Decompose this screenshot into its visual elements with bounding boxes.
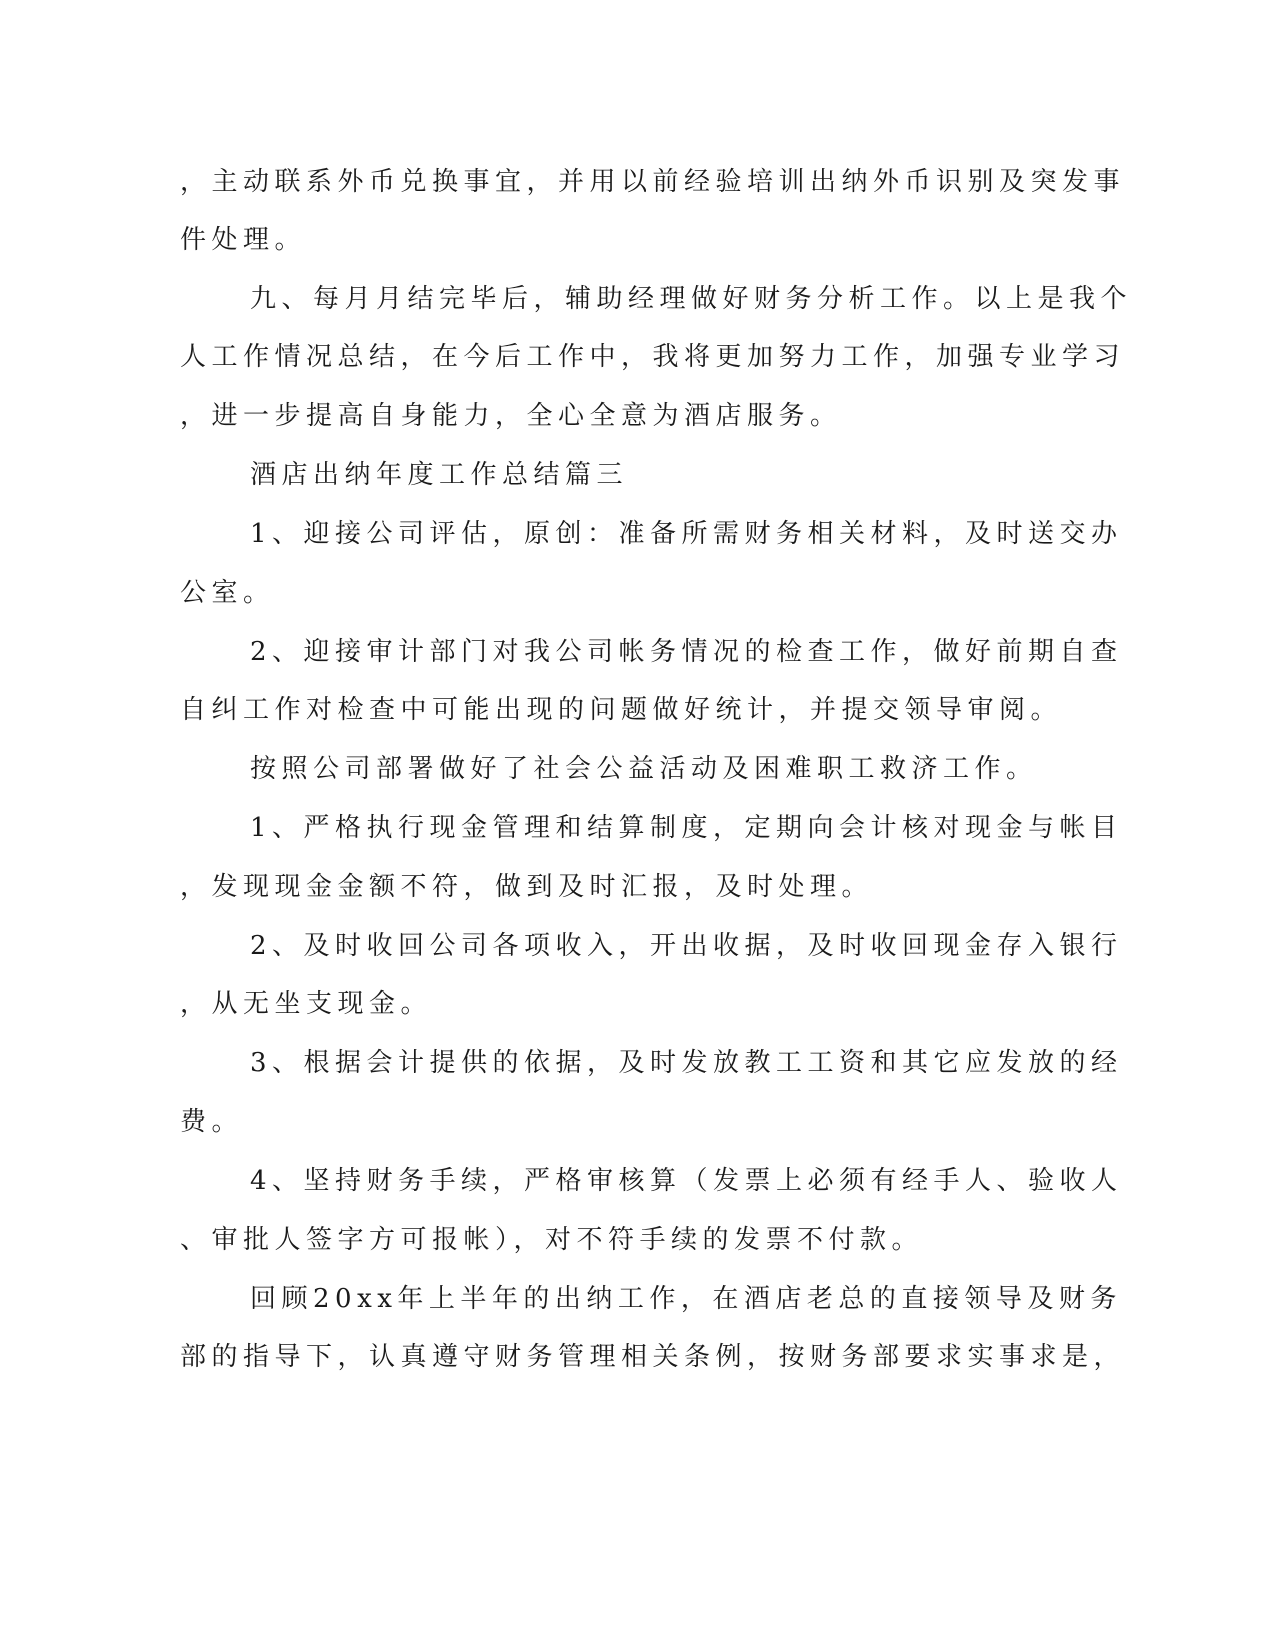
text-line: 4、坚持财务手续，严格审核算（发票上必须有经手人、验收人: [250, 1166, 1123, 1196]
text-line: 1、迎接公司评估，原创：准备所需财务相关材料，及时送交办: [250, 519, 1123, 549]
text-line: ，发现现金金额不符，做到及时汇报，及时处理。: [180, 872, 874, 902]
text-line: ，主动联系外币兑换事宜，并用以前经验培训出纳外币识别及突发事: [180, 167, 1126, 197]
text-line: 公室。: [180, 578, 275, 608]
text-line: ，从无坐支现金。: [180, 989, 433, 1019]
text-line: 2、及时收回公司各项收入，开出收据，及时收回现金存入银行: [250, 931, 1123, 961]
text-line: 部的指导下，认真遵守财务管理相关条例，按财务部要求实事求是，: [180, 1342, 1126, 1372]
section-heading: 酒店出纳年度工作总结篇三: [250, 460, 629, 490]
text-line: 费。: [180, 1107, 244, 1137]
text-line: 人工作情况总结，在今后工作中，我将更加努力工作，加强专业学习: [180, 342, 1126, 372]
text-line: 、审批人签字方可报帐），对不符手续的发票不付款。: [180, 1225, 924, 1255]
text-line: ，进一步提高自身能力，全心全意为酒店服务。: [180, 401, 842, 431]
text-line: 3、根据会计提供的依据，及时发放教工工资和其它应发放的经: [250, 1048, 1123, 1078]
text-line: 回顾20xx年上半年的出纳工作，在酒店老总的直接领导及财务: [250, 1284, 1122, 1314]
text-line: 自纠工作对检查中可能出现的问题做好统计，并提交领导审阅。: [180, 695, 1063, 725]
text-line: 1、严格执行现金管理和结算制度，定期向会计核对现金与帐目: [250, 813, 1123, 843]
text-line: 件处理。: [180, 225, 307, 255]
text-line: 2、迎接审计部门对我公司帐务情况的检查工作，做好前期自查: [250, 637, 1123, 667]
text-line: 按照公司部署做好了社会公益活动及困难职工救济工作。: [250, 754, 1038, 784]
text-line: 九、每月月结完毕后，辅助经理做好财务分析工作。以上是我个: [250, 284, 1133, 314]
